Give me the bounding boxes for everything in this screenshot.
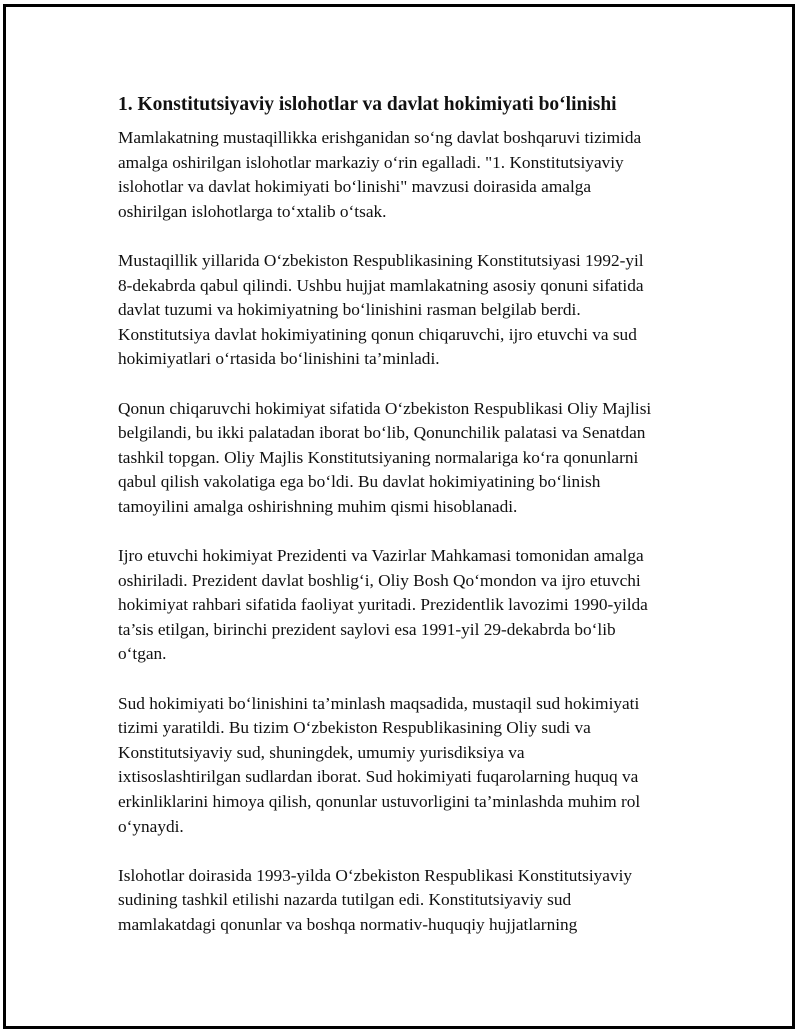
paragraph-line: Konstitutsiyaviy sud, shuningdek, umumiy yurisdiksiya va: [118, 742, 525, 762]
paragraph-line: Mamlakatning mustaqillikka erishganidan so‘ng davlat boshqaruvi tizimida: [118, 128, 642, 147]
paragraph-line: belgilandi, bu ikki palatadan iborat bo‘lib, Qonunchilik palatasi va Senatdan: [118, 423, 646, 443]
paragraph-line: Qonun chiqaruvchi hokimiyat sifatida O‘zbekiston Respublikasi Oliy Majlisi: [118, 398, 652, 418]
paragraph-line: Konstitutsiya davlat hokimiyatining qonun chiqaruvchi, ijro etuvchi va sud: [118, 324, 637, 344]
paragraph-line: mamlakatdagi qonunlar va boshqa normativ-huquqiy hujjatlarning: [118, 915, 578, 934]
paragraph-line: qabul qilish vakolatiga ega bo‘ldi. Bu davlat hokimiyatining bo‘linish: [118, 472, 601, 492]
paragraph-line: amalga oshirilgan islohotlar markaziy o‘rin egalladi. "1. Konstitutsiyaviy: [118, 152, 624, 172]
paragraph-4: [118, 544, 698, 667]
paragraph-line: ta’sis etilgan, birinchi prezident saylovi esa 1991-yil 29-dekabrda bo‘lib: [118, 619, 616, 639]
paragraph-line: Mustaqillik yillarida O‘zbekiston Respublikasining Konstitutsiyasi 1992-yil: [118, 250, 644, 270]
paragraph-3: [118, 397, 698, 520]
document-body: [118, 92, 698, 962]
paragraph-line: davlat tuzumi va hokimiyatning bo‘linishini rasman belgilab berdi.: [118, 300, 581, 320]
paragraph-line: 8-dekabrda qabul qilindi. Ushbu hujjat mamlakatning asosiy qonuni sifatida: [118, 275, 644, 295]
paragraph-line: o‘ynaydi.: [118, 816, 184, 836]
paragraph-2: [118, 249, 698, 372]
paragraph-1: [118, 126, 698, 224]
paragraph-6: [118, 864, 698, 938]
paragraph-line: tamoyilini amalga oshirishning muhim qismi hisoblanadi.: [118, 496, 518, 516]
paragraph-line: Ijro etuvchi hokimiyat Prezidenti va Vazirlar Mahkamasi tomonidan amalga: [118, 546, 644, 566]
paragraph-line: sudining tashkil etilishi nazarda tutilgan edi. Konstitutsiyaviy sud: [118, 890, 572, 910]
paragraph-line: erkinliklarini himoya qilish, qonunlar ustuvorligini ta’minlashda muhim rol: [118, 792, 641, 812]
paragraph-line: ixtisoslashtirilgan sudlardan iborat. Sud hokimiyati fuqarolarning huquq va: [118, 767, 639, 787]
paragraph-line: o‘tgan.: [118, 644, 167, 664]
paragraph-line: hokimiyat rahbari sifatida faoliyat yuritadi. Prezidentlik lavozimi 1990-yilda: [118, 595, 648, 615]
paragraph-line: tashkil topgan. Oliy Majlis Konstitutsiyaning normalariga ko‘ra qonunlarni: [118, 447, 639, 467]
paragraph-line: Sud hokimiyati bo‘linishini ta’minlash maqsadida, mustaqil sud hokimiyati: [118, 693, 640, 713]
paragraph-5: [118, 692, 698, 840]
paragraph-line: hokimiyatlari o‘rtasida bo‘linishini ta’minladi.: [118, 349, 440, 369]
paragraph-line: tizimi yaratildi. Bu tizim O‘zbekiston Respublikasining Oliy sudi va: [118, 718, 591, 738]
document-title: 1. Konstitutsiyaviy islohotlar va davlat hokimiyati bo‘linishi: [118, 94, 617, 115]
paragraph-line: Islohotlar doirasida 1993-yilda O‘zbekiston Respublikasi Konstitutsiyaviy: [118, 865, 633, 885]
paragraph-line: oshiriladi. Prezident davlat boshlig‘i, Oliy Bosh Qo‘mondon va ijro etuvchi: [118, 570, 641, 590]
paragraph-line: islohotlar va davlat hokimiyati bo‘linishi" mavzusi doirasida amalga: [118, 177, 592, 197]
paragraph-line: oshirilgan islohotlarga to‘xtalib o‘tsak.: [118, 201, 387, 221]
